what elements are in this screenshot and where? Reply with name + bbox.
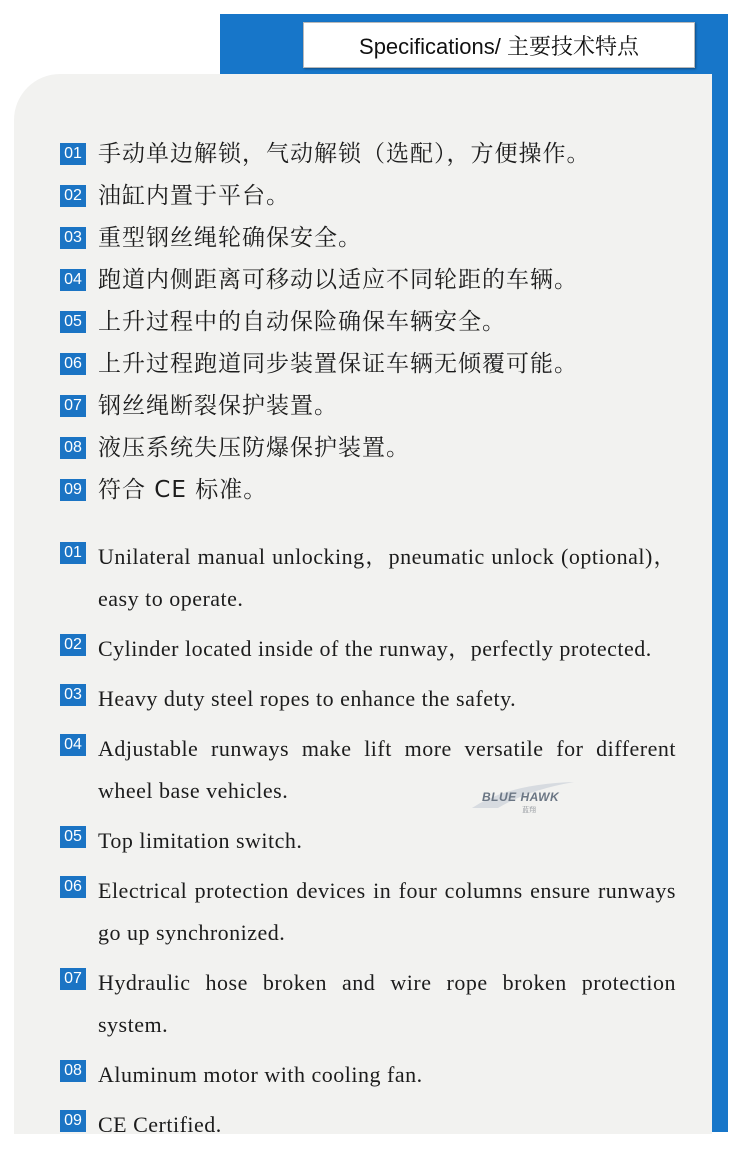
features-list-chinese bbox=[60, 135, 700, 513]
list-item bbox=[60, 135, 700, 177]
number-badge: 05 bbox=[60, 311, 86, 333]
feature-text: 手动单边解锁，气动解锁（选配），方便操作。 bbox=[98, 141, 591, 167]
list-item bbox=[60, 387, 700, 429]
number-badge: 08 bbox=[60, 1060, 86, 1082]
watermark-brand: BLUE HAWK bbox=[482, 790, 560, 804]
feature-text: Unilateral manual unlocking，pneumatic unlock (optional)，easy to operate. bbox=[98, 544, 676, 611]
right-accent-bar bbox=[712, 14, 728, 1132]
feature-text: Aluminum motor with cooling fan. bbox=[98, 1062, 423, 1087]
number-badge: 09 bbox=[60, 479, 86, 501]
list-item bbox=[60, 261, 700, 303]
watermark-subtext: 蓝翔 bbox=[522, 806, 536, 814]
list-item bbox=[60, 303, 700, 345]
feature-text: 液压系统失压防爆保护装置。 bbox=[98, 435, 410, 461]
list-item bbox=[60, 536, 700, 620]
feature-text: 重型钢丝绳轮确保安全。 bbox=[98, 225, 362, 251]
list-item bbox=[60, 471, 700, 513]
list-item bbox=[60, 1054, 700, 1096]
feature-text: CE Certified. bbox=[98, 1112, 222, 1137]
feature-text: 跑道内侧距离可移动以适应不同轮距的车辆。 bbox=[98, 267, 578, 293]
number-badge: 06 bbox=[60, 353, 86, 375]
number-badge: 03 bbox=[60, 227, 86, 249]
number-badge: 01 bbox=[60, 542, 86, 564]
list-item bbox=[60, 870, 700, 954]
feature-text: Electrical protection devices in four columns ensure runways go up synchronized. bbox=[98, 878, 676, 945]
list-item bbox=[60, 219, 700, 261]
list-item bbox=[60, 177, 700, 219]
number-badge: 02 bbox=[60, 185, 86, 207]
number-badge: 03 bbox=[60, 684, 86, 706]
number-badge: 07 bbox=[60, 395, 86, 417]
number-badge: 09 bbox=[60, 1110, 86, 1132]
list-item bbox=[60, 728, 700, 812]
feature-text: Heavy duty steel ropes to enhance the safety. bbox=[98, 686, 517, 711]
feature-text: 符合 CE 标准。 bbox=[98, 477, 268, 503]
feature-text: Cylinder located inside of the runway，perfectly protected. bbox=[98, 636, 652, 661]
feature-text: Hydraulic hose broken and wire rope broken protection system. bbox=[98, 970, 676, 1037]
feature-text: Adjustable runways make lift more versatile for different wheel base vehicles. bbox=[98, 736, 676, 803]
feature-text: 钢丝绳断裂保护装置。 bbox=[98, 393, 338, 419]
blue-hawk-watermark-logo bbox=[468, 778, 578, 818]
list-item bbox=[60, 1104, 700, 1146]
list-item bbox=[60, 628, 700, 670]
list-item bbox=[60, 820, 700, 862]
number-badge: 04 bbox=[60, 269, 86, 291]
number-badge: 04 bbox=[60, 734, 86, 756]
list-item bbox=[60, 345, 700, 387]
page-title: Specifications/ 主要技术特点 bbox=[303, 22, 695, 68]
number-badge: 07 bbox=[60, 968, 86, 990]
number-badge: 08 bbox=[60, 437, 86, 459]
feature-text: 上升过程中的自动保险确保车辆安全。 bbox=[98, 309, 506, 335]
feature-text: 上升过程跑道同步装置保证车辆无倾覆可能。 bbox=[98, 351, 578, 377]
list-item bbox=[60, 429, 700, 471]
list-item bbox=[60, 678, 700, 720]
number-badge: 01 bbox=[60, 143, 86, 165]
list-item bbox=[60, 962, 700, 1046]
feature-text: 油缸内置于平台。 bbox=[98, 183, 290, 209]
number-badge: 02 bbox=[60, 634, 86, 656]
features-list-english bbox=[60, 536, 700, 1154]
number-badge: 06 bbox=[60, 876, 86, 898]
number-badge: 05 bbox=[60, 826, 86, 848]
feature-text: Top limitation switch. bbox=[98, 828, 303, 853]
